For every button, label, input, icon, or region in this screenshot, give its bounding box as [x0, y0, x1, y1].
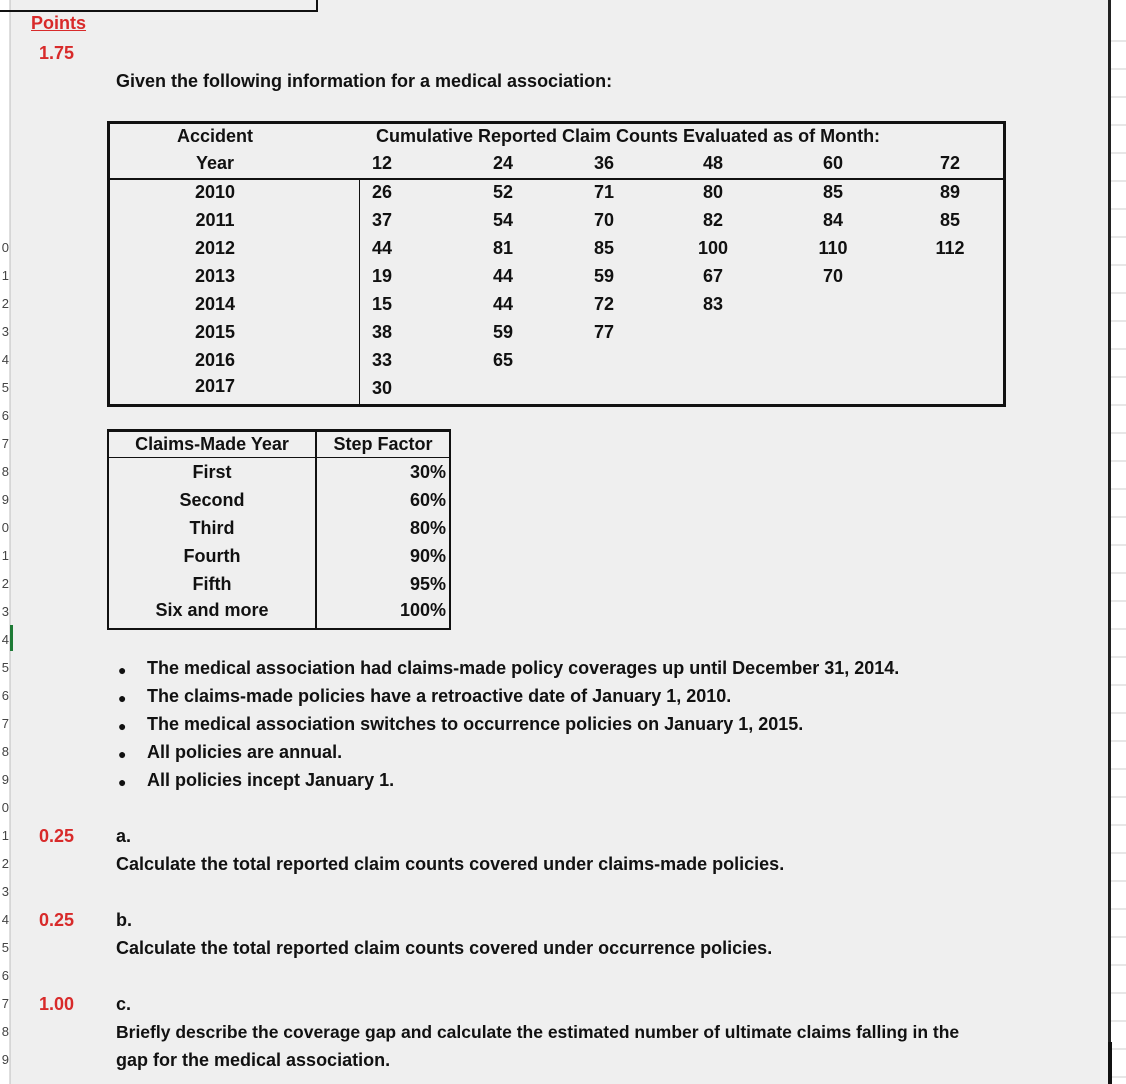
question-points: 0.25 — [39, 910, 75, 930]
step-factor: 80% — [409, 518, 446, 538]
row-number: 6 — [1, 688, 9, 703]
row-number: 3 — [1, 884, 9, 899]
row-number: 7 — [1, 436, 9, 451]
row-number: 6 — [1, 408, 9, 423]
top-cell-border — [0, 0, 96, 12]
claim-count: 38 — [371, 322, 393, 342]
bullet-icon: ● — [118, 718, 127, 734]
claim-count: 85 — [822, 182, 844, 202]
row-number: 2 — [1, 576, 9, 591]
accident-year-header: Year — [195, 153, 235, 173]
row-number: 6 — [1, 968, 9, 983]
claims-made-year: Fifth — [192, 574, 232, 594]
step-factor: 60% — [409, 490, 446, 510]
claim-count: 19 — [371, 266, 393, 286]
claim-count: 112 — [935, 238, 965, 258]
claim-count: 37 — [371, 210, 393, 230]
claim-count: 72 — [593, 294, 615, 314]
row-number: 0 — [1, 520, 9, 535]
accident-year: 2017 — [194, 376, 236, 396]
month-header: 48 — [702, 153, 724, 173]
step-factor-header: Step Factor — [333, 434, 433, 454]
claim-count: 30 — [371, 378, 393, 398]
month-header: 60 — [822, 153, 844, 173]
row-number: 4 — [1, 912, 9, 927]
table-header-rule — [107, 178, 1006, 180]
row-number: 2 — [1, 296, 9, 311]
claim-count: 52 — [492, 182, 514, 202]
bullet-text: All policies are annual. — [147, 742, 343, 762]
bullet-icon: ● — [118, 690, 127, 706]
claim-count: 85 — [939, 210, 961, 230]
claim-count: 26 — [371, 182, 393, 202]
bullet-icon: ● — [118, 746, 127, 762]
claims-made-year: Fourth — [183, 546, 241, 566]
claim-count: 44 — [492, 266, 514, 286]
claim-count: 110 — [818, 238, 848, 258]
claim-count: 85 — [593, 238, 615, 258]
claim-count: 70 — [593, 210, 615, 230]
row-number: 9 — [1, 772, 9, 787]
month-header: 24 — [492, 153, 514, 173]
row-number: 0 — [1, 240, 9, 255]
row-number: 5 — [1, 660, 9, 675]
total-points: 1.75 — [39, 43, 75, 63]
row-number: 3 — [1, 324, 9, 339]
step-factor: 90% — [409, 546, 446, 566]
row-number: 2 — [1, 856, 9, 871]
points-header: Points — [31, 13, 87, 33]
claim-count: 77 — [593, 322, 615, 342]
row-number: 7 — [1, 716, 9, 731]
claim-count: 82 — [702, 210, 724, 230]
claim-count: 59 — [593, 266, 615, 286]
table-header-rule — [107, 457, 451, 458]
cumulative-header: Cumulative Reported Claim Counts Evaluated as of Month: — [376, 126, 881, 146]
claim-count: 44 — [492, 294, 514, 314]
claims-made-year-header: Claims-Made Year — [135, 434, 289, 454]
row-number: 8 — [1, 1024, 9, 1039]
question-points: 0.25 — [39, 826, 75, 846]
row-number: 4 — [1, 352, 9, 367]
question-text: gap for the medical association. — [116, 1050, 391, 1070]
accident-year-header: Accident — [176, 126, 254, 146]
claim-count: 33 — [371, 350, 393, 370]
accident-year: 2015 — [194, 322, 236, 342]
claims-made-year: First — [192, 462, 232, 482]
claim-count: 15 — [371, 294, 393, 314]
row-number: 5 — [1, 940, 9, 955]
bullet-text: The medical association had claims-made policy coverages up until December 31, 2014. — [147, 658, 900, 678]
question-letter: a. — [116, 826, 132, 846]
month-header: 72 — [939, 153, 961, 173]
bullet-text: The claims-made policies have a retroactive date of January 1, 2010. — [147, 686, 732, 706]
accident-year: 2014 — [194, 294, 236, 314]
question-points: 1.00 — [39, 994, 75, 1014]
row-number: 5 — [1, 380, 9, 395]
accident-year: 2013 — [194, 266, 236, 286]
claim-count: 84 — [822, 210, 844, 230]
row-number: 3 — [1, 604, 9, 619]
claim-count: 80 — [702, 182, 724, 202]
question-letter: c. — [116, 994, 132, 1014]
claim-count: 81 — [492, 238, 514, 258]
row-number: 7 — [1, 996, 9, 1011]
bullet-icon: ● — [118, 662, 127, 678]
top-cell-border — [96, 0, 318, 12]
row-number: 9 — [1, 1052, 9, 1067]
claim-count: 83 — [702, 294, 724, 314]
row-number: 8 — [1, 744, 9, 759]
bullet-icon: ● — [118, 774, 127, 790]
row-number: 1 — [1, 828, 9, 843]
question-text: Calculate the total reported claim counts covered under occurrence policies. — [116, 938, 773, 958]
claims-made-year: Second — [179, 490, 245, 510]
table-column-rule — [315, 429, 317, 628]
bullet-text: All policies incept January 1. — [147, 770, 395, 790]
row-number: 0 — [1, 800, 9, 815]
claim-count: 67 — [702, 266, 724, 286]
question-text: Briefly describe the coverage gap and calculate the estimated number of ultimate claims falling in the — [116, 1022, 960, 1042]
intro-text: Given the following information for a medical association: — [116, 71, 613, 91]
bullet-text: The medical association switches to occurrence policies on January 1, 2015. — [147, 714, 804, 734]
accident-year: 2016 — [194, 350, 236, 370]
step-factor: 95% — [409, 574, 446, 594]
step-factor: 30% — [409, 462, 446, 482]
row-number: 1 — [1, 268, 9, 283]
claim-count: 54 — [492, 210, 514, 230]
claim-count: 89 — [939, 182, 961, 202]
claim-count: 59 — [492, 322, 514, 342]
claims-made-year: Six and more — [155, 600, 269, 620]
question-text: Calculate the total reported claim counts covered under claims-made policies. — [116, 854, 785, 874]
claim-count: 70 — [822, 266, 844, 286]
month-header: 12 — [371, 153, 393, 173]
claim-count: 65 — [492, 350, 514, 370]
row-number: 4 — [1, 632, 9, 647]
step-factor: 100% — [399, 600, 446, 620]
question-letter: b. — [116, 910, 132, 930]
claim-count: 71 — [593, 182, 615, 202]
claims-made-year: Third — [189, 518, 235, 538]
claim-count: 44 — [371, 238, 393, 258]
row-number: 8 — [1, 464, 9, 479]
row-number: 9 — [1, 492, 9, 507]
accident-year: 2012 — [194, 238, 236, 258]
row-number: 1 — [1, 548, 9, 563]
claim-count: 100 — [697, 238, 729, 258]
month-header: 36 — [593, 153, 615, 173]
accident-year: 2011 — [195, 210, 235, 230]
accident-year: 2010 — [194, 182, 236, 202]
column-border — [1108, 0, 1111, 1084]
selected-row-indicator — [10, 625, 13, 651]
column-border — [1108, 1042, 1112, 1084]
